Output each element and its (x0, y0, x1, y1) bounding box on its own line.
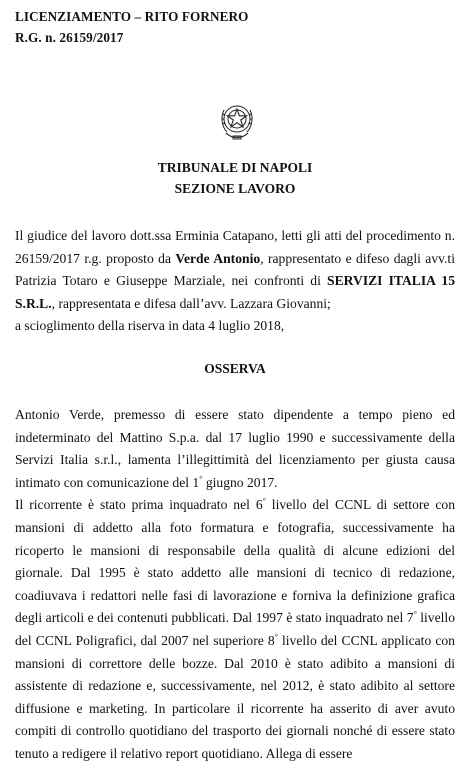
degree-sup: ° (413, 609, 417, 619)
italian-republic-emblem-icon (218, 100, 256, 142)
osserva-heading: OSSERVA (204, 361, 266, 376)
intro-paragraph (15, 225, 455, 315)
body-p1-text-b: giugno 2017. (202, 474, 278, 490)
body-paragraph-2 (15, 494, 455, 765)
intro-text-b: , rappresentato e difeso dagli avv.ti Patrizia Totaro e Giuseppe Marziale, nei confronti di (15, 250, 455, 289)
case-number: R.G. n. 26159/2017 (15, 30, 124, 45)
intro-section (15, 225, 455, 338)
document-subject: LICENZIAMENTO – RITO FORNERO (15, 9, 249, 24)
body-p2-text-b: livello del CCNL di settore con mansioni di addetto alla foto formatura e fotografia, successivamente ha ricoperto le mansioni di responsabile della qualità di alcune edizioni del giornale. Dal 1995 è stato addetto alle mansioni di tecnico di redazione, coadiuvava i redattori nelle fasi di lavorazione e forniva la definizione grafica degli articoli e dei contenuti pubblicati. Dal 1997 è stato inquadrato nel 7 (15, 497, 456, 626)
degree-sup: ° (199, 474, 203, 484)
court-name: TRIBUNALE DI NAPOLI (157, 160, 313, 175)
intro-text-c: , rappresentata e difesa dall’avv. Lazzara Giovanni; (51, 295, 331, 311)
body-p2-text-a: Il ricorrente è stato prima inquadrato nel 6 (15, 497, 263, 513)
degree-sup: ° (262, 496, 266, 506)
defendant-name: SERVIZI ITALIA 15 S.R.L. (15, 273, 455, 311)
intro-text-a: Il giudice del lavoro dott.ssa Erminia Catapano, letti gli atti del procedimento n. 26159/2017 r.g. proposto da (15, 228, 455, 266)
reservation-paragraph: a scioglimento della riserva in data 4 luglio 2018, (15, 318, 285, 334)
body-p1-text-a: Antonio Verde, premesso di essere stato dipendente a tempo pieno ed indeterminato del Mattino S.p.a. dal 17 luglio 1990 e successivamente della Servizi Italia s.r.l., lamenta l’illegittimità del licenziamento per giusta causa intimato con comunicazione del 1 (15, 407, 455, 490)
claimant-name: Verde Antonio (175, 250, 261, 266)
degree-sup: ° (274, 632, 278, 642)
body-p2-text-c: livello del CCNL Poligrafici, dal 2007 nel superiore 8 (15, 610, 455, 648)
body-section (15, 404, 455, 766)
court-section: SEZIONE LAVORO (174, 181, 296, 196)
body-paragraph-1 (15, 404, 455, 494)
body-p2-text-d: livello del CCNL applicato con mansioni di correttore delle bozze. Dal 2010 è stato adibito a mansioni di assistente di redazione e, successivamente, nel 2012, è stato adibito al settore diffusione e marketing. In particolare il ricorrente ha asserito di aver avuto compiti di controllo quotidiano del trasporto dei giornali nonché di essere stato tenuto a redigere il relativo report quotidiano. Allega di essere (15, 632, 455, 761)
